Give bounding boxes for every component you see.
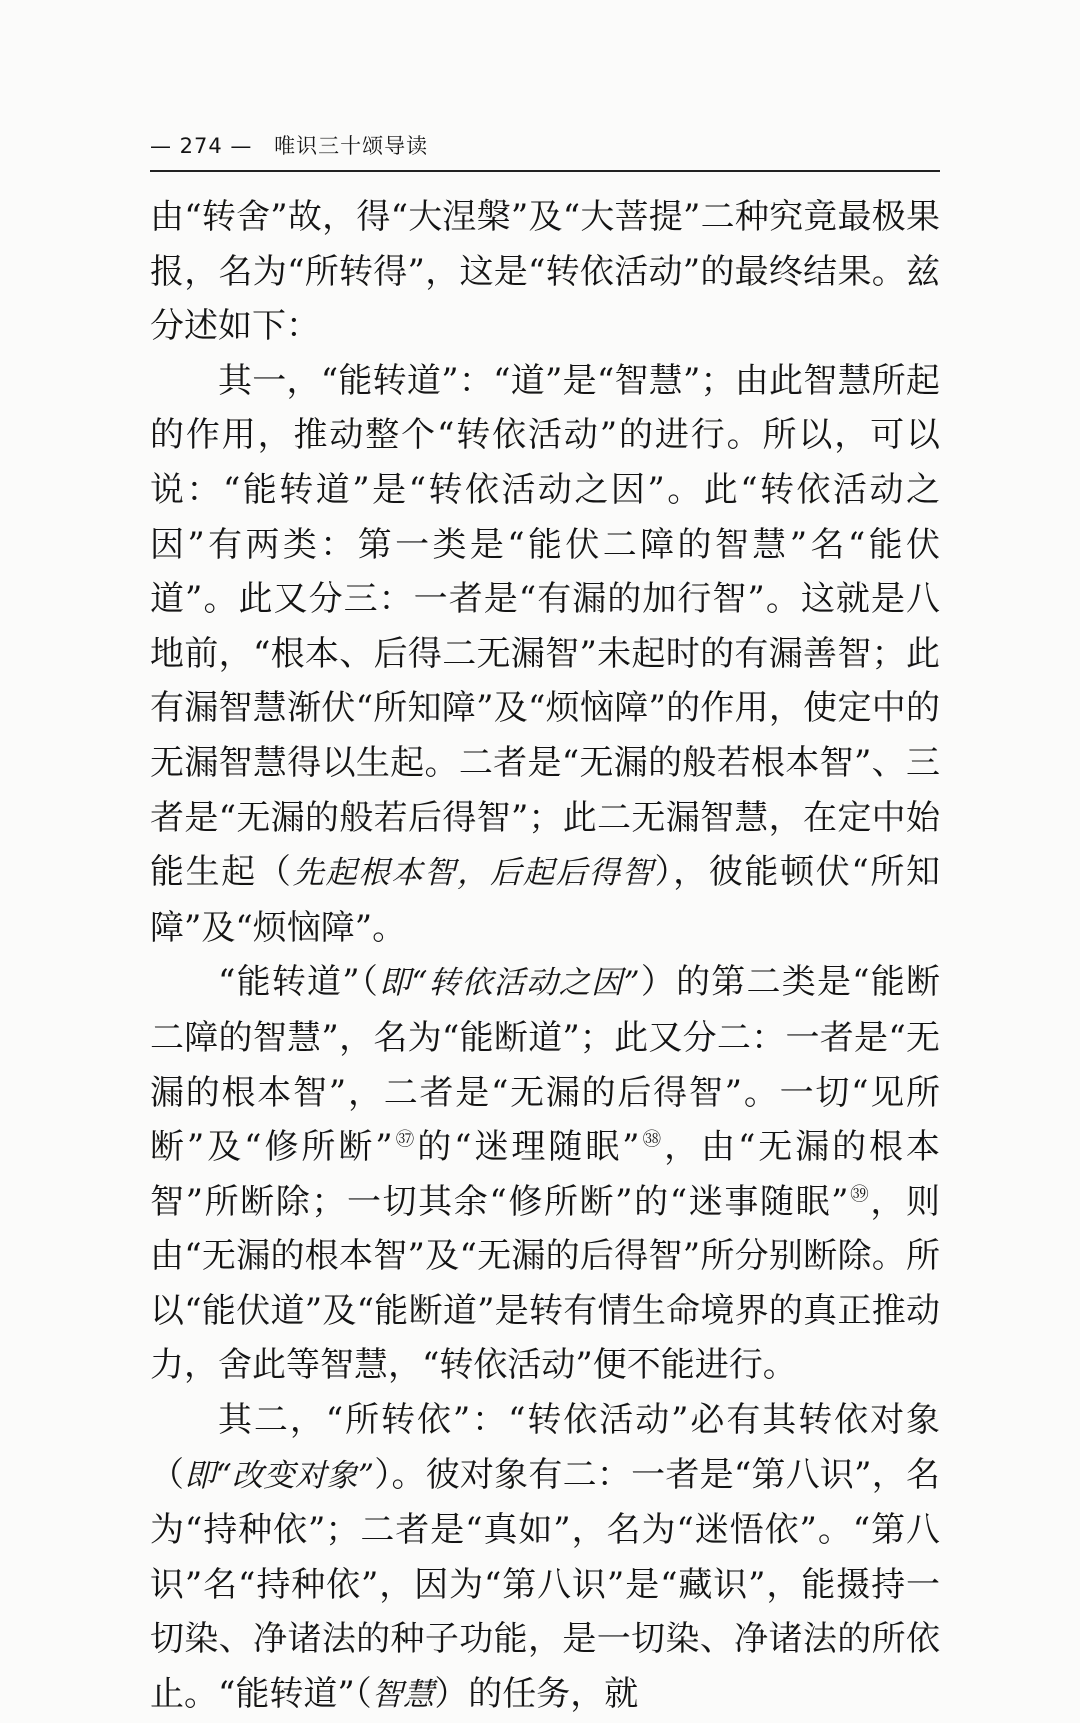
paragraph-2 (150, 354, 940, 956)
paragraph-text: 的“迷理随眠” (417, 1127, 640, 1168)
paragraph-text: 其二，“所转依”：“转依活动”必有其转依对象（ (150, 1400, 940, 1495)
parenthetical-note: 即“改变对象” (184, 1457, 374, 1494)
parenthetical-note: 先起根本智，后起后得智 (292, 855, 655, 892)
paragraph-text: ，由“无漏的根本智”所断除；一切其余“修所断”的“迷事随眠” (150, 1127, 940, 1222)
footnote-marker-37: ㊲ (392, 1129, 418, 1151)
page-number: — 274 — (150, 134, 253, 158)
paragraph-text: 其一，“能转道”：“道”是“智慧”；由此智慧所起的作用，推动整个“转依活动”的进行。所以，可以说：“能转道”是“转依活动之因”。此“转依活动之因”有两类：第一类是“能伏二障的智慧”名“能伏道”。此又分三：一者是“有漏的加行智”。这就是八地前，“根本、后得二无漏智”未起时的有漏善智；此有漏智慧渐伏“所知障”及“烦恼障”的作用，使定中的无漏智慧得以生起。二者是“无漏的般若根本智”、三者是“无漏的般若后得智”；此二无漏智慧，在定中始能生起（ (150, 360, 940, 893)
page-header (150, 130, 940, 172)
footnote-marker-39: ㊴ (848, 1184, 871, 1206)
paragraph-3 (150, 955, 940, 1393)
paragraph-1 (150, 190, 940, 354)
paragraph-text: ）。彼对象有二：一者是“第八识”，名为“持种依”；二者是“真如”，名为“迷悟依”。“第八识”名“持种依”，因为“第八识”是“藏识”，能摄持一切染、净诸法的种子功能，是一切染、净诸法的所依止。“能转道”（ (150, 1454, 941, 1715)
paragraph-text: 由“转舍”故，得“大涅槃”及“大菩提”二种究竟最极果报，名为“所转得”，这是“转依活动”的最终结果。兹分述如下： (150, 197, 940, 347)
parenthetical-note: 即“转依活动之因” (379, 965, 640, 1002)
paragraph-text: “能转道”（ (218, 962, 380, 1003)
paragraph-text: ，则由“无漏的根本智”及“无漏的后得智”所分别断除。所以“能伏道”及“能断道”是转有情生命境界的真正推动力，舍此等智慧，“转依活动”便不能进行。 (150, 1181, 940, 1386)
paragraph-text: ），彼能顿伏“所知障”及“烦恼障”。 (150, 852, 941, 948)
body-text (150, 190, 940, 1723)
parenthetical-note: 智慧 (371, 1677, 435, 1714)
paragraph-4 (150, 1393, 940, 1723)
footnote-marker-38: ㊳ (639, 1129, 665, 1151)
book-title: 唯识三十颂导读 (274, 134, 429, 158)
paragraph-text: ）的第二类是“能断二障的智慧”，名为“能断道”；此又分二：一者是“无漏的根本智”，二者是“无漏的后得智”。一切“见所断”及“修所断” (150, 962, 941, 1168)
paragraph-text: ）的任务，就 (434, 1674, 639, 1715)
